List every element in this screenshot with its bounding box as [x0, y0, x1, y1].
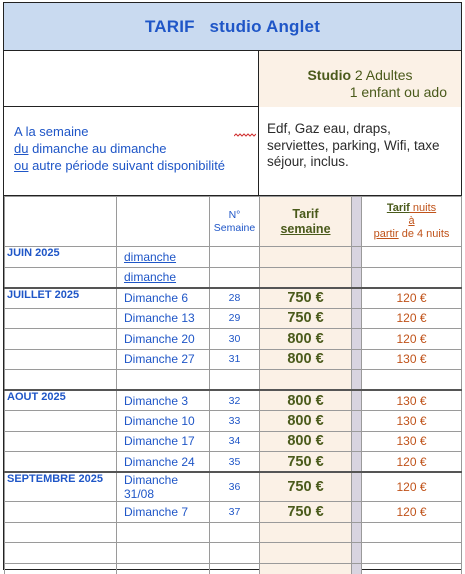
- nightly-rate: [362, 452, 462, 473]
- header-weekly-rate: [260, 197, 352, 247]
- nightly-rate: [362, 543, 462, 564]
- nightly-rate-text: 120 €: [396, 331, 427, 346]
- gap-cell: [352, 247, 362, 268]
- header-night-tarif: Tarif: [386, 202, 410, 214]
- period-line1: A la semaine: [14, 124, 89, 139]
- week-number-text: 31: [228, 353, 241, 366]
- header-month-cell: [5, 197, 117, 247]
- month-label: [5, 502, 117, 523]
- studio-row-empty-cell: [4, 51, 259, 107]
- gap-cell: [352, 522, 362, 543]
- nightly-rate-text: 130 €: [396, 352, 427, 367]
- weekly-rate-text: 800 €: [287, 330, 324, 347]
- period-line2-du: du: [14, 141, 29, 156]
- week-start-day-text: Dimanche 31/08: [124, 473, 179, 501]
- week-start-day: [117, 370, 210, 391]
- week-number: [210, 452, 260, 473]
- rental-period-cell: [4, 107, 259, 196]
- weekly-rate-text: 800 €: [287, 433, 324, 450]
- weekly-rate: [260, 563, 352, 574]
- week-number-text: 37: [228, 505, 241, 518]
- table-header-row: [5, 197, 462, 247]
- weekly-rate: [260, 411, 352, 432]
- gap-cell: [352, 288, 362, 309]
- week-start-day-text: Dimanche 3: [124, 393, 189, 408]
- table-row: [5, 522, 462, 543]
- nightly-rate-text: 120 €: [396, 311, 427, 326]
- table-row: [5, 390, 462, 411]
- nightly-rate: [362, 390, 462, 411]
- week-number-text: 35: [228, 455, 241, 468]
- weekly-rate: [260, 452, 352, 473]
- weekly-rate-text: 800 €: [287, 351, 324, 368]
- included-services: Edf, Gaz eau, draps, serviettes, parking, Wifi, taxe séjour, inclus.: [267, 121, 440, 169]
- week-number: [210, 522, 260, 543]
- week-number: [210, 329, 260, 350]
- table-row: [5, 502, 462, 523]
- nightly-rate: [362, 502, 462, 523]
- month-label: [5, 267, 117, 288]
- table-row: [5, 288, 462, 309]
- month-label: [5, 390, 117, 411]
- week-start-day-text: Dimanche 24: [124, 454, 195, 469]
- weekly-rate-text: 800 €: [287, 392, 324, 409]
- week-start-day-text: dimanche: [124, 249, 177, 264]
- header-week-number: [210, 197, 260, 247]
- studio-capacity-cell: [259, 51, 461, 107]
- month-label: [5, 563, 117, 574]
- week-number: [210, 502, 260, 523]
- week-number: [210, 370, 260, 391]
- period-line3-rest: autre période suivant disponibilité: [28, 158, 226, 173]
- week-start-day: [117, 390, 210, 411]
- description-row: [4, 107, 461, 196]
- week-start-day: [117, 522, 210, 543]
- week-start-day-text: Dimanche 7: [124, 504, 189, 519]
- week-number: [210, 390, 260, 411]
- nightly-rate-text: 130 €: [396, 434, 427, 449]
- weekly-rate-text: 750 €: [287, 503, 324, 520]
- week-number: [210, 308, 260, 329]
- gap-cell: [352, 411, 362, 432]
- week-number-text: 34: [228, 435, 241, 448]
- weekly-rate: [260, 370, 352, 391]
- table-row: [5, 452, 462, 473]
- weekly-rate: [260, 431, 352, 452]
- page-title: TARIF studio Anglet: [144, 16, 321, 36]
- nightly-rate: [362, 349, 462, 370]
- gap-cell: [352, 267, 362, 288]
- month-label: [5, 329, 117, 350]
- week-start-day: [117, 411, 210, 432]
- weekly-rate-text: 800 €: [287, 412, 324, 429]
- week-number-text: 33: [228, 414, 241, 427]
- nightly-rate: [362, 411, 462, 432]
- studio-row: [4, 51, 461, 107]
- nightly-rate: [362, 288, 462, 309]
- weekly-rate: [260, 308, 352, 329]
- table-row: [5, 431, 462, 452]
- month-label-text: SEPTEMBRE 2025: [7, 473, 103, 485]
- table-row: [5, 308, 462, 329]
- title-bar: [4, 3, 461, 51]
- gap-cell: [352, 472, 362, 502]
- weekly-rate: [260, 329, 352, 350]
- month-label: [5, 472, 117, 502]
- week-start-day: [117, 288, 210, 309]
- table-row: [5, 329, 462, 350]
- weekly-rate: [260, 247, 352, 268]
- header-night-line3: [362, 228, 461, 241]
- month-label: [5, 308, 117, 329]
- week-start-day-text: Dimanche 20: [124, 331, 195, 346]
- tariff-table: [4, 196, 462, 574]
- nightly-rate: [362, 431, 462, 452]
- month-label: [5, 370, 117, 391]
- month-label: [5, 349, 117, 370]
- week-start-day-text: Dimanche 6: [124, 291, 189, 305]
- weekly-rate: [260, 522, 352, 543]
- week-number: [210, 349, 260, 370]
- month-label-text: JUIN 2025: [7, 247, 60, 259]
- header-night-line2: à: [408, 215, 415, 227]
- gap-cell: [352, 349, 362, 370]
- table-row: [5, 411, 462, 432]
- nightly-rate-text: 120 €: [396, 480, 427, 494]
- week-number-text: 29: [228, 312, 241, 325]
- header-night-line1: [362, 202, 461, 215]
- header-night-partir: partir: [373, 228, 399, 240]
- nightly-rate: [362, 370, 462, 391]
- week-number: [210, 267, 260, 288]
- table-row: [5, 543, 462, 564]
- week-number: [210, 543, 260, 564]
- header-day-cell: [117, 197, 210, 247]
- header-tarif-line2: semaine: [280, 221, 331, 236]
- week-start-day-text: Dimanche 17: [124, 434, 195, 449]
- week-number-text: 36: [228, 481, 241, 493]
- week-start-day: [117, 267, 210, 288]
- week-start-day: [117, 308, 210, 329]
- week-start-day: [117, 349, 210, 370]
- nightly-rate-text: 120 €: [396, 291, 427, 305]
- weekly-rate-text: 750 €: [287, 453, 324, 470]
- nightly-rate: [362, 563, 462, 574]
- weekly-rate: [260, 267, 352, 288]
- month-label: [5, 543, 117, 564]
- gap-cell: [352, 390, 362, 411]
- month-label: [5, 288, 117, 309]
- period-line3: [14, 157, 258, 174]
- tariff-sheet: [3, 2, 462, 570]
- week-start-day: [117, 431, 210, 452]
- period-line3-ou: ou: [14, 158, 29, 173]
- studio-capacity-line2: 1 enfant ou ado: [349, 84, 447, 100]
- nightly-rate: [362, 267, 462, 288]
- weekly-rate-text: 750 €: [287, 290, 324, 306]
- weekly-rate: [260, 349, 352, 370]
- header-night-4nuits: de 4 nuits: [398, 228, 450, 240]
- week-start-day: [117, 502, 210, 523]
- month-label-text: JUILLET 2025: [7, 288, 80, 301]
- period-line2: [14, 140, 258, 157]
- week-number: [210, 431, 260, 452]
- period-line2-rest: dimanche au dimanche: [28, 141, 167, 156]
- studio-capacity-line1: [259, 67, 461, 83]
- week-number: [210, 411, 260, 432]
- gap-cell: [352, 452, 362, 473]
- table-row: [5, 267, 462, 288]
- nightly-rate: [362, 247, 462, 268]
- spellcheck-squiggle-icon: [234, 133, 256, 137]
- header-gap-cell: [352, 197, 362, 247]
- nightly-rate: [362, 308, 462, 329]
- header-nightly-rate: [362, 197, 462, 247]
- studio-adults: 2 Adultes: [351, 67, 413, 83]
- week-start-day: [117, 563, 210, 574]
- table-body: [5, 247, 462, 574]
- nightly-rate-text: 130 €: [396, 413, 427, 428]
- weekly-rate: [260, 502, 352, 523]
- nightly-rate: [362, 522, 462, 543]
- nightly-rate-text: 120 €: [396, 504, 427, 519]
- weekly-rate-text: 750 €: [287, 479, 324, 495]
- gap-cell: [352, 431, 362, 452]
- week-number: [210, 472, 260, 502]
- table-row: [5, 370, 462, 391]
- month-label: [5, 411, 117, 432]
- table-row: [5, 247, 462, 268]
- header-num-line1: N°: [228, 208, 241, 221]
- header-night-nuits: nuits: [409, 202, 437, 214]
- header-num-line2: Semaine: [213, 221, 256, 234]
- week-start-day: [117, 247, 210, 268]
- gap-cell: [352, 543, 362, 564]
- week-start-day: [117, 452, 210, 473]
- week-number: [210, 247, 260, 268]
- nightly-rate-text: 120 €: [396, 454, 427, 469]
- month-label: [5, 247, 117, 268]
- table-row: [5, 472, 462, 502]
- weekly-rate: [260, 543, 352, 564]
- month-label: [5, 522, 117, 543]
- week-number-text: 30: [228, 332, 241, 345]
- table-row: [5, 349, 462, 370]
- week-number: [210, 288, 260, 309]
- week-start-day: [117, 472, 210, 502]
- nightly-rate: [362, 329, 462, 350]
- month-label: [5, 452, 117, 473]
- month-label: [5, 431, 117, 452]
- weekly-rate: [260, 390, 352, 411]
- week-start-day-text: Dimanche 10: [124, 413, 195, 428]
- gap-cell: [352, 308, 362, 329]
- week-start-day: [117, 543, 210, 564]
- studio-label: Studio: [307, 67, 352, 83]
- table-row: [5, 563, 462, 574]
- week-start-day-text: Dimanche 13: [124, 311, 195, 326]
- nightly-rate: [362, 472, 462, 502]
- week-number: [210, 563, 260, 574]
- week-start-day: [117, 329, 210, 350]
- gap-cell: [352, 329, 362, 350]
- week-number-text: 32: [228, 394, 241, 407]
- header-tarif-line1: Tarif: [292, 206, 319, 221]
- week-number-text: 28: [228, 292, 241, 304]
- gap-cell: [352, 502, 362, 523]
- month-label-text: AOUT 2025: [7, 391, 66, 403]
- week-start-day-text: dimanche: [124, 270, 177, 284]
- gap-cell: [352, 370, 362, 391]
- weekly-rate: [260, 472, 352, 502]
- week-start-day-text: Dimanche 27: [124, 352, 195, 367]
- weekly-rate: [260, 288, 352, 309]
- weekly-rate-text: 750 €: [287, 310, 324, 327]
- nightly-rate-text: 130 €: [396, 393, 427, 408]
- gap-cell: [352, 563, 362, 574]
